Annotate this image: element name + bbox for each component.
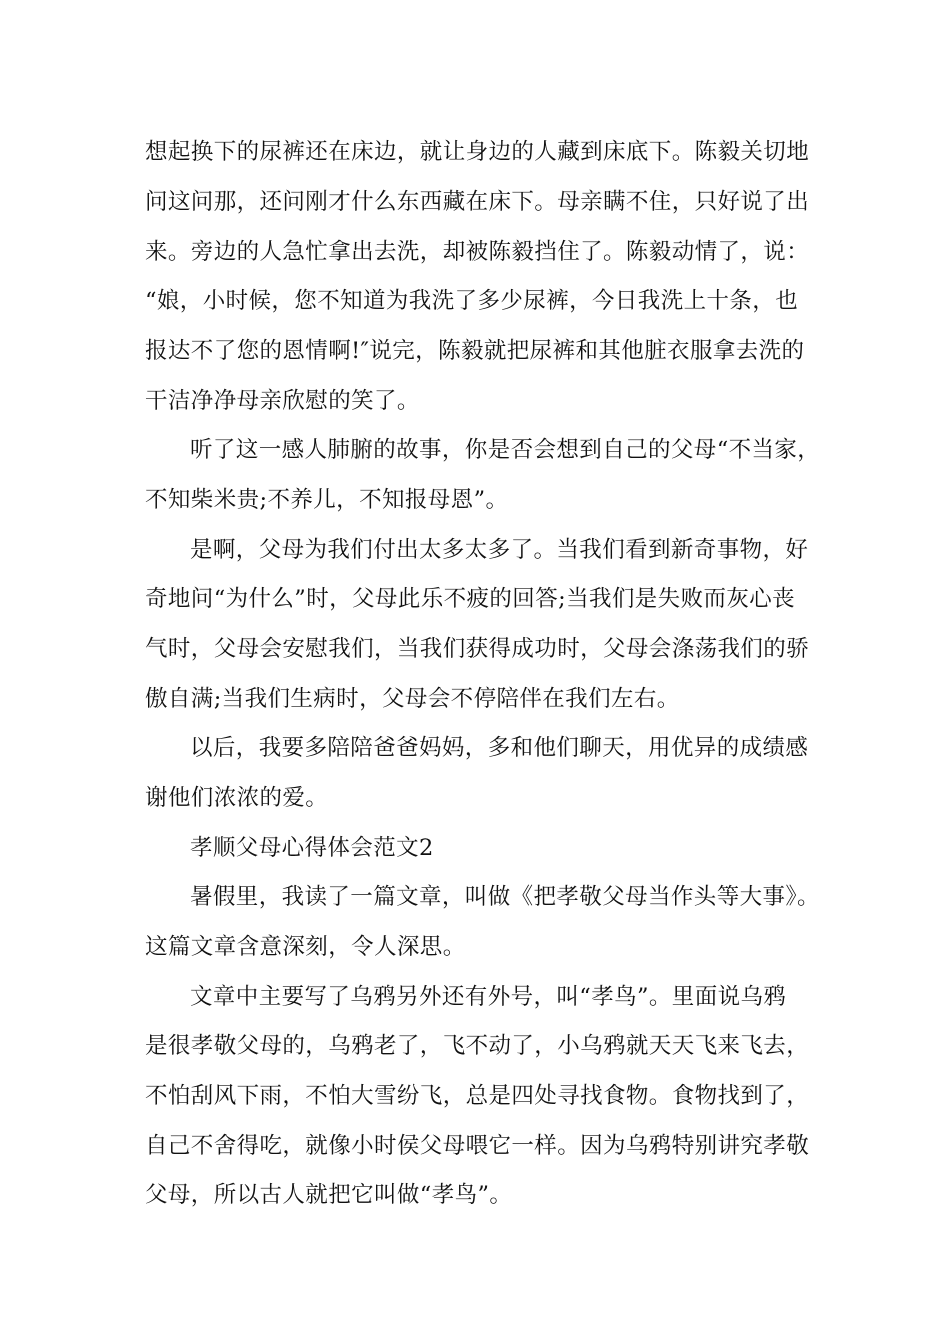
text-line: 问这问那，还问刚才什么东西藏在床下。母亲瞒不住，只好说了出: [145, 189, 810, 215]
text-line: 报达不了您的恩情啊!″说完，陈毅就把尿裤和其他脏衣服拿去洗的: [145, 338, 805, 364]
text-line: 谢他们浓浓的爱。: [145, 785, 329, 811]
section-heading: 孝顺父母心得体会范文2: [190, 835, 434, 861]
text-line: 想起换下的尿裤还在床边，就让身边的人藏到床底下。陈毅关切地: [145, 139, 810, 165]
text-line: 这篇文章含意深刻，令人深思。: [145, 934, 466, 960]
paragraph-start-line: 以后，我要多陪陪爸爸妈妈，多和他们聊天，用优异的成绩感: [190, 735, 809, 761]
text-line: 自己不舍得吃，就像小时侯父母喂它一样。因为乌鸦特别讲究孝敬: [145, 1133, 810, 1159]
text-line: 不知柴米贵;不养儿，不知报母恩”。: [145, 487, 509, 513]
text-line: 不怕刮风下雨，不怕大雪纷飞，总是四处寻找食物。食物找到了，: [145, 1083, 810, 1109]
paragraph-start-line: 文章中主要写了乌鸦另外还有外号，叫“孝鸟”。里面说乌鸦: [190, 984, 787, 1010]
text-line: 是很孝敬父母的，乌鸦老了，飞不动了，小乌鸦就天天飞来飞去，: [145, 1033, 810, 1059]
text-line: 来。旁边的人急忙拿出去洗，却被陈毅挡住了。陈毅动情了，说：: [145, 239, 810, 265]
text-line: 傲自满;当我们生病时，父母会不停陪伴在我们左右。: [145, 686, 680, 712]
text-line: 干洁净净母亲欣慰的笑了。: [145, 388, 420, 414]
text-line: “娘，小时候，您不知道为我洗了多少尿裤，今日我洗上十条，也: [145, 288, 799, 314]
paragraph-start-line: 听了这一感人肺腑的故事，你是否会想到自己的父母“不当家，: [190, 437, 821, 463]
paragraph-start-line: 暑假里，我读了一篇文章，叫做《把孝敬父母当作头等大事》。: [190, 884, 820, 910]
text-line: 父母，所以古人就把它叫做“孝鸟”。: [145, 1182, 513, 1208]
text-line: 奇地问“为什么”时，父母此乐不疲的回答;当我们是失败而灰心丧: [145, 586, 796, 612]
paragraph-start-line: 是啊，父母为我们付出太多太多了。当我们看到新奇事物，好: [190, 537, 809, 563]
text-line: 气时，父母会安慰我们，当我们获得成功时，父母会涤荡我们的骄: [145, 636, 810, 662]
